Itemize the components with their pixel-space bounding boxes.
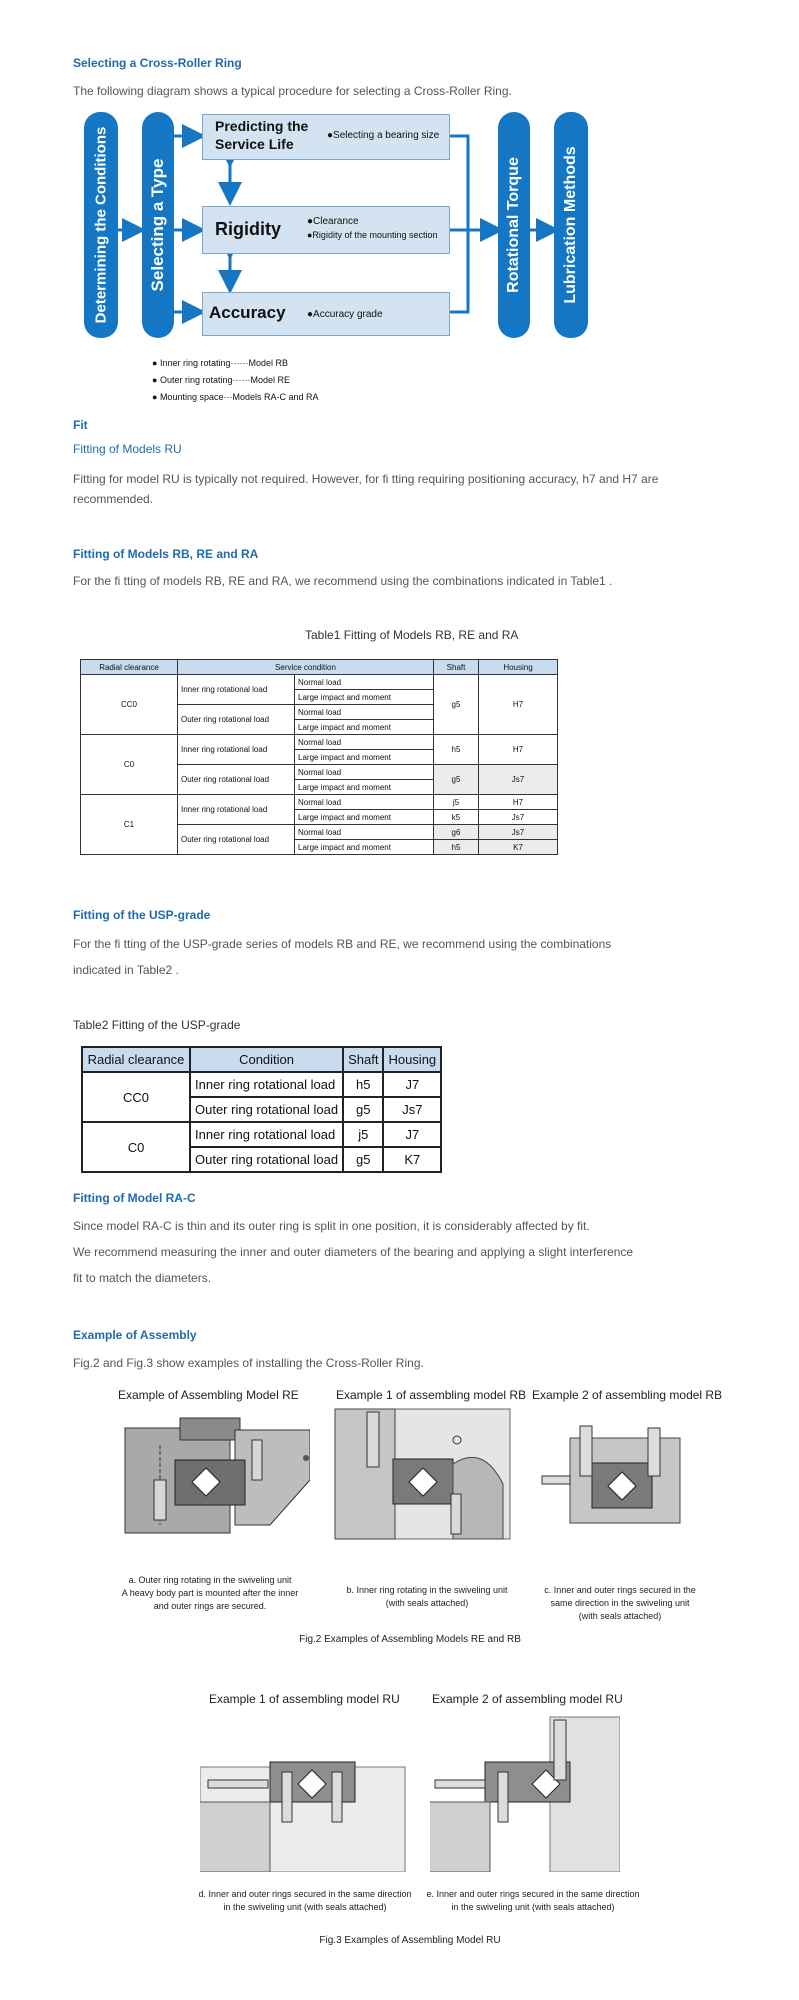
table2-header: Shaft bbox=[343, 1047, 383, 1072]
subheading-fitting-rb-re-ra: Fitting of Models RB, RE and RA bbox=[73, 547, 259, 561]
caption-line: (with seals attached) bbox=[385, 1598, 469, 1608]
fig3-caption: Fig.3 Examples of Assembling Model RU bbox=[319, 1935, 501, 1946]
table2-cell-condition: Inner ring rotational load bbox=[190, 1122, 343, 1147]
table1-cell-housing: H7 bbox=[479, 675, 558, 735]
table1-cell-condition: Normal load bbox=[295, 765, 434, 780]
box-title: Predicting the Service Life bbox=[215, 118, 309, 152]
subheading-fitting-ru: Fitting of Models RU bbox=[73, 442, 182, 456]
ru-text-line1: Fitting for model RU is typically not required. However, for fi tting requiring positioning accuracy, h7 and H7 are bbox=[73, 472, 659, 486]
box-service-life bbox=[202, 114, 450, 160]
bullet-text: Inner ring rotating······Model RB bbox=[159, 358, 288, 368]
table1-cell-shaft: g5 bbox=[434, 675, 479, 735]
pill-lubrication-methods bbox=[554, 112, 588, 338]
table1-cell-condition: Large impact and moment bbox=[295, 690, 434, 705]
fig2-title-1: Example of Assembling Model RE bbox=[118, 1388, 299, 1402]
box-accuracy bbox=[202, 292, 450, 336]
table1-cell-condition: Large impact and moment bbox=[295, 780, 434, 795]
table1-cell-clearance: C0 bbox=[81, 735, 178, 795]
subheading-fitting-usp: Fitting of the USP-grade bbox=[73, 908, 211, 922]
table1-header: Radial clearance bbox=[81, 660, 178, 675]
table2-cell-housing: J7 bbox=[383, 1072, 441, 1097]
table1-cell-housing: Js7 bbox=[479, 765, 558, 795]
usp-text-line1: For the fi tting of the USP-grade series of models RB and RE, we recommend using the combinations bbox=[73, 937, 612, 951]
subheading-fitting-rac: Fitting of Model RA-C bbox=[73, 1191, 196, 1205]
table1-cell-housing: Js7 bbox=[479, 810, 558, 825]
selecting-intro: The following diagram shows a typical procedure for selecting a Cross-Roller Ring. bbox=[73, 84, 512, 98]
assembly-drawing-ru2 bbox=[430, 1712, 620, 1872]
caption-line: and outer rings are secured. bbox=[153, 1601, 267, 1611]
caption-line: (with seals attached) bbox=[578, 1611, 662, 1621]
table2-cell-clearance: CC0 bbox=[82, 1072, 190, 1122]
table1-header: Service condition bbox=[178, 660, 434, 675]
table2-cell-shaft: h5 bbox=[343, 1072, 383, 1097]
table2-cell-condition: Outer ring rotational load bbox=[190, 1097, 343, 1122]
bullet-text: Mounting space···Models RA-C and RA bbox=[159, 392, 319, 402]
pill-selecting-type bbox=[142, 112, 174, 338]
box-note: ●Clearance bbox=[307, 216, 359, 227]
table1-cell-condition: Normal load bbox=[295, 825, 434, 840]
box-title: Rigidity bbox=[215, 219, 281, 239]
caption-line: b. Inner ring rotating in the swiveling unit bbox=[346, 1585, 508, 1595]
box-rigidity bbox=[202, 206, 450, 254]
assembly-drawing-re bbox=[120, 1410, 310, 1540]
fig3-caption-e bbox=[418, 1888, 648, 1914]
table2-header: Condition bbox=[190, 1047, 343, 1072]
selecting-bullets bbox=[152, 355, 319, 406]
table1-cell-load: Inner ring rotational load bbox=[178, 735, 295, 765]
table1-cell-shaft: h5 bbox=[434, 840, 479, 855]
table2-cell-shaft: g5 bbox=[343, 1097, 383, 1122]
caption-line: A heavy body part is mounted after the inner bbox=[121, 1588, 299, 1598]
table1-cell-condition: Large impact and moment bbox=[295, 750, 434, 765]
bullet-item: ● Outer ring rotating······Model RE bbox=[152, 375, 290, 385]
table2-title: Table2 Fitting of the USP-grade bbox=[73, 1018, 241, 1032]
fig2-caption: Fig.2 Examples of Assembling Models RE and RB bbox=[299, 1634, 521, 1645]
fig2-title-2: Example 1 of assembling model RB bbox=[336, 1388, 527, 1402]
fig2-title-3: Example 2 of assembling model RB bbox=[532, 1388, 723, 1402]
caption-line: e. Inner and outer rings secured in the same direction bbox=[426, 1889, 640, 1899]
table1-cell-shaft: j5 bbox=[434, 795, 479, 810]
rac-text-line3: fit to match the diameters. bbox=[73, 1271, 212, 1285]
table1-cell-shaft: g6 bbox=[434, 825, 479, 840]
table1-cell-load: Inner ring rotational load bbox=[178, 795, 295, 825]
pill-label: Lubrication Methods bbox=[562, 146, 579, 304]
rac-text-line2: We recommend measuring the inner and outer diameters of the bearing and applying a slight interference bbox=[73, 1245, 634, 1259]
bullet-item: ● Mounting space···Models RA-C and RA bbox=[152, 392, 319, 402]
table1-cell-shaft: k5 bbox=[434, 810, 479, 825]
fig3-caption-d bbox=[190, 1888, 420, 1914]
box-note: ●Rigidity of the mounting section bbox=[307, 230, 438, 240]
pill-rotational-torque bbox=[498, 112, 530, 338]
fig3-title-2: Example 2 of assembling model RU bbox=[432, 1692, 623, 1706]
table1-cell-condition: Large impact and moment bbox=[295, 810, 434, 825]
table2 bbox=[81, 1046, 442, 1173]
caption-line: in the swiveling unit (with seals attached) bbox=[451, 1902, 615, 1912]
caption-line: c. Inner and outer rings secured in the bbox=[544, 1585, 696, 1595]
table2-header: Housing bbox=[383, 1047, 441, 1072]
table1 bbox=[80, 659, 558, 855]
fig2-caption-b bbox=[322, 1584, 532, 1610]
table1-cell-clearance: C1 bbox=[81, 795, 178, 855]
usp-text-line2: indicated in Table2 . bbox=[73, 963, 179, 977]
table1-cell-condition: Normal load bbox=[295, 795, 434, 810]
assembly-intro: Fig.2 and Fig.3 show examples of installing the Cross-Roller Ring. bbox=[73, 1356, 424, 1370]
section-heading-fit: Fit bbox=[73, 418, 88, 432]
section-heading-selecting: Selecting a Cross-Roller Ring bbox=[73, 56, 242, 70]
table1-cell-load: Outer ring rotational load bbox=[178, 765, 295, 795]
table1-header: Shaft bbox=[434, 660, 479, 675]
table2-cell-shaft: j5 bbox=[343, 1122, 383, 1147]
bullet-item: ● Inner ring rotating······Model RB bbox=[152, 358, 288, 368]
table1-cell-shaft: h5 bbox=[434, 735, 479, 765]
fig2-caption-a bbox=[100, 1574, 320, 1613]
table2-header: Radial clearance bbox=[82, 1047, 190, 1072]
table1-cell-housing: H7 bbox=[479, 735, 558, 765]
table2-cell-housing: J7 bbox=[383, 1122, 441, 1147]
table2-cell-housing: Js7 bbox=[383, 1097, 441, 1122]
table2-cell-shaft: g5 bbox=[343, 1147, 383, 1172]
table1-cell-load: Inner ring rotational load bbox=[178, 675, 295, 705]
table1-cell-condition: Large impact and moment bbox=[295, 720, 434, 735]
rbre-text: For the fi tting of models RB, RE and RA, we recommend using the combinations indicated in Table1 . bbox=[73, 574, 613, 588]
pill-label: Determining the Conditions bbox=[92, 126, 110, 324]
table1-cell-condition: Large impact and moment bbox=[295, 840, 434, 855]
table1-title: Table1 Fitting of Models RB, RE and RA bbox=[305, 628, 519, 642]
caption-line: in the swiveling unit (with seals attached) bbox=[223, 1902, 387, 1912]
table1-cell-load: Outer ring rotational load bbox=[178, 825, 295, 855]
table1-cell-condition: Normal load bbox=[295, 705, 434, 720]
pill-label: Selecting a Type bbox=[148, 158, 167, 292]
bullet-text: Outer ring rotating······Model RE bbox=[159, 375, 290, 385]
table2-cell-housing: K7 bbox=[383, 1147, 441, 1172]
box-note: ●Accuracy grade bbox=[307, 309, 383, 320]
rac-text-line1: Since model RA-C is thin and its outer ring is split in one position, it is considerably affected by fit. bbox=[73, 1219, 590, 1233]
table2-cell-condition: Outer ring rotational load bbox=[190, 1147, 343, 1172]
assembly-drawing-rb1 bbox=[333, 1404, 513, 1544]
table2-cell-condition: Inner ring rotational load bbox=[190, 1072, 343, 1097]
assembly-drawing-ru1 bbox=[200, 1712, 425, 1872]
caption-line: d. Inner and outer rings secured in the same direction bbox=[198, 1889, 412, 1899]
selection-diagram bbox=[84, 112, 594, 342]
table1-cell-condition: Normal load bbox=[295, 675, 434, 690]
table1-cell-housing: H7 bbox=[479, 795, 558, 810]
table2-cell-clearance: C0 bbox=[82, 1122, 190, 1172]
caption-line: a. Outer ring rotating in the swiveling unit bbox=[128, 1575, 292, 1585]
assembly-drawing-rb2 bbox=[540, 1418, 690, 1528]
fig3-title-1: Example 1 of assembling model RU bbox=[209, 1692, 400, 1706]
pill-determining-conditions bbox=[84, 112, 118, 338]
box-note: ●Selecting a bearing size bbox=[327, 130, 440, 141]
table1-cell-shaft: g5 bbox=[434, 765, 479, 795]
box-title: Accuracy bbox=[209, 303, 286, 322]
section-heading-assembly: Example of Assembly bbox=[73, 1328, 197, 1342]
caption-line: same direction in the swiveling unit bbox=[550, 1598, 690, 1608]
table1-cell-load: Outer ring rotational load bbox=[178, 705, 295, 735]
table1-cell-housing: Js7 bbox=[479, 825, 558, 840]
fig2-caption-c bbox=[530, 1584, 710, 1623]
table1-cell-condition: Normal load bbox=[295, 735, 434, 750]
table1-cell-housing: K7 bbox=[479, 840, 558, 855]
table1-cell-clearance: CC0 bbox=[81, 675, 178, 735]
ru-text-line2: recommended. bbox=[73, 492, 154, 506]
pill-label: Rotational Torque bbox=[505, 157, 522, 293]
table1-header: Housing bbox=[479, 660, 558, 675]
